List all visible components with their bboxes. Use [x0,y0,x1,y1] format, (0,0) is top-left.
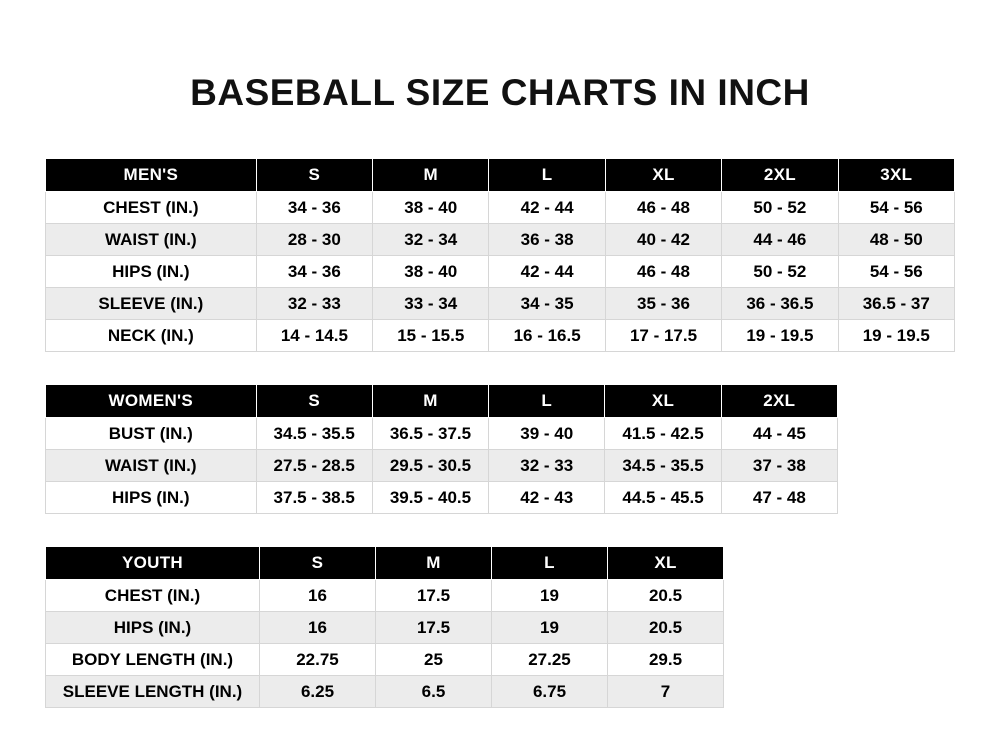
cell: 50 - 52 [722,192,838,224]
cell: 38 - 40 [373,256,489,288]
cell: 41.5 - 42.5 [605,418,721,450]
cell: 20.5 [608,580,724,612]
cell: 27.5 - 28.5 [256,450,372,482]
womens-header-l: L [489,385,605,418]
mens-table-header [46,159,955,192]
youth-header-s: S [260,547,376,580]
youth-header-l: L [492,547,608,580]
cell: 32 - 34 [373,224,489,256]
cell: 47 - 48 [721,482,837,514]
table-row [46,256,955,288]
cell: 34.5 - 35.5 [256,418,372,450]
womens-size-table [45,384,838,514]
cell: 44 - 46 [722,224,838,256]
page-title: BASEBALL SIZE CHARTS IN INCH [190,72,810,113]
cell: 54 - 56 [838,192,954,224]
womens-header-m: M [372,385,488,418]
table-row [46,482,838,514]
row-label: HIPS (IN.) [46,482,257,514]
cell: 38 - 40 [373,192,489,224]
cell: 6.75 [492,676,608,708]
cell: 50 - 52 [722,256,838,288]
cell: 33 - 34 [373,288,489,320]
youth-table-body [46,580,724,708]
cell: 36 - 36.5 [722,288,838,320]
table-row [46,288,955,320]
cell: 40 - 42 [605,224,721,256]
row-label: BODY LENGTH (IN.) [46,644,260,676]
cell: 29.5 [608,644,724,676]
table-row [46,450,838,482]
cell: 44 - 45 [721,418,837,450]
mens-header-3xl: 3XL [838,159,954,192]
cell: 7 [608,676,724,708]
cell: 32 - 33 [489,450,605,482]
cell: 42 - 43 [489,482,605,514]
youth-header-m: M [376,547,492,580]
table-row [46,418,838,450]
youth-table-header [46,547,724,580]
cell: 6.5 [376,676,492,708]
cell: 35 - 36 [605,288,721,320]
table-header-row [46,385,838,418]
row-label: SLEEVE (IN.) [46,288,257,320]
youth-header-xl: XL [608,547,724,580]
cell: 19 - 19.5 [838,320,954,352]
womens-header-xl: XL [605,385,721,418]
table-row [46,192,955,224]
womens-table-body [46,418,838,514]
cell: 37 - 38 [721,450,837,482]
cell: 19 [492,612,608,644]
womens-table-header [46,385,838,418]
mens-table-body [46,192,955,352]
cell: 17 - 17.5 [605,320,721,352]
cell: 16 [260,580,376,612]
cell: 34.5 - 35.5 [605,450,721,482]
table-row [46,224,955,256]
row-label: WAIST (IN.) [46,450,257,482]
cell: 6.25 [260,676,376,708]
row-label: HIPS (IN.) [46,256,257,288]
cell: 36.5 - 37.5 [372,418,488,450]
mens-header-xl: XL [605,159,721,192]
cell: 16 [260,612,376,644]
cell: 27.25 [492,644,608,676]
cell: 16 - 16.5 [489,320,605,352]
cell: 36 - 38 [489,224,605,256]
cell: 28 - 30 [256,224,372,256]
mens-header-m: M [373,159,489,192]
cell: 22.75 [260,644,376,676]
row-label: HIPS (IN.) [46,612,260,644]
tables-container [0,158,1000,708]
mens-header-s: S [256,159,372,192]
cell: 17.5 [376,580,492,612]
cell: 20.5 [608,612,724,644]
cell: 25 [376,644,492,676]
youth-header-category: YOUTH [46,547,260,580]
table-header-row [46,159,955,192]
cell: 37.5 - 38.5 [256,482,372,514]
cell: 42 - 44 [489,192,605,224]
mens-header-l: L [489,159,605,192]
cell: 44.5 - 45.5 [605,482,721,514]
row-label: CHEST (IN.) [46,192,257,224]
cell: 39.5 - 40.5 [372,482,488,514]
cell: 17.5 [376,612,492,644]
row-label: SLEEVE LENGTH (IN.) [46,676,260,708]
cell: 42 - 44 [489,256,605,288]
table-row [46,612,724,644]
cell: 19 [492,580,608,612]
cell: 34 - 36 [256,256,372,288]
table-row [46,676,724,708]
cell: 29.5 - 30.5 [372,450,488,482]
cell: 54 - 56 [838,256,954,288]
table-row [46,320,955,352]
row-label: WAIST (IN.) [46,224,257,256]
cell: 36.5 - 37 [838,288,954,320]
cell: 46 - 48 [605,192,721,224]
mens-header-category: MEN'S [46,159,257,192]
row-label: NECK (IN.) [46,320,257,352]
table-row [46,580,724,612]
row-label: CHEST (IN.) [46,580,260,612]
womens-header-category: WOMEN'S [46,385,257,418]
womens-header-s: S [256,385,372,418]
cell: 32 - 33 [256,288,372,320]
table-header-row [46,547,724,580]
womens-header-2xl: 2XL [721,385,837,418]
table-row [46,644,724,676]
mens-header-2xl: 2XL [722,159,838,192]
cell: 14 - 14.5 [256,320,372,352]
cell: 39 - 40 [489,418,605,450]
cell: 48 - 50 [838,224,954,256]
cell: 34 - 36 [256,192,372,224]
youth-size-table [45,546,724,708]
cell: 15 - 15.5 [373,320,489,352]
mens-size-table [45,158,955,352]
row-label: BUST (IN.) [46,418,257,450]
cell: 34 - 35 [489,288,605,320]
cell: 19 - 19.5 [722,320,838,352]
cell: 46 - 48 [605,256,721,288]
